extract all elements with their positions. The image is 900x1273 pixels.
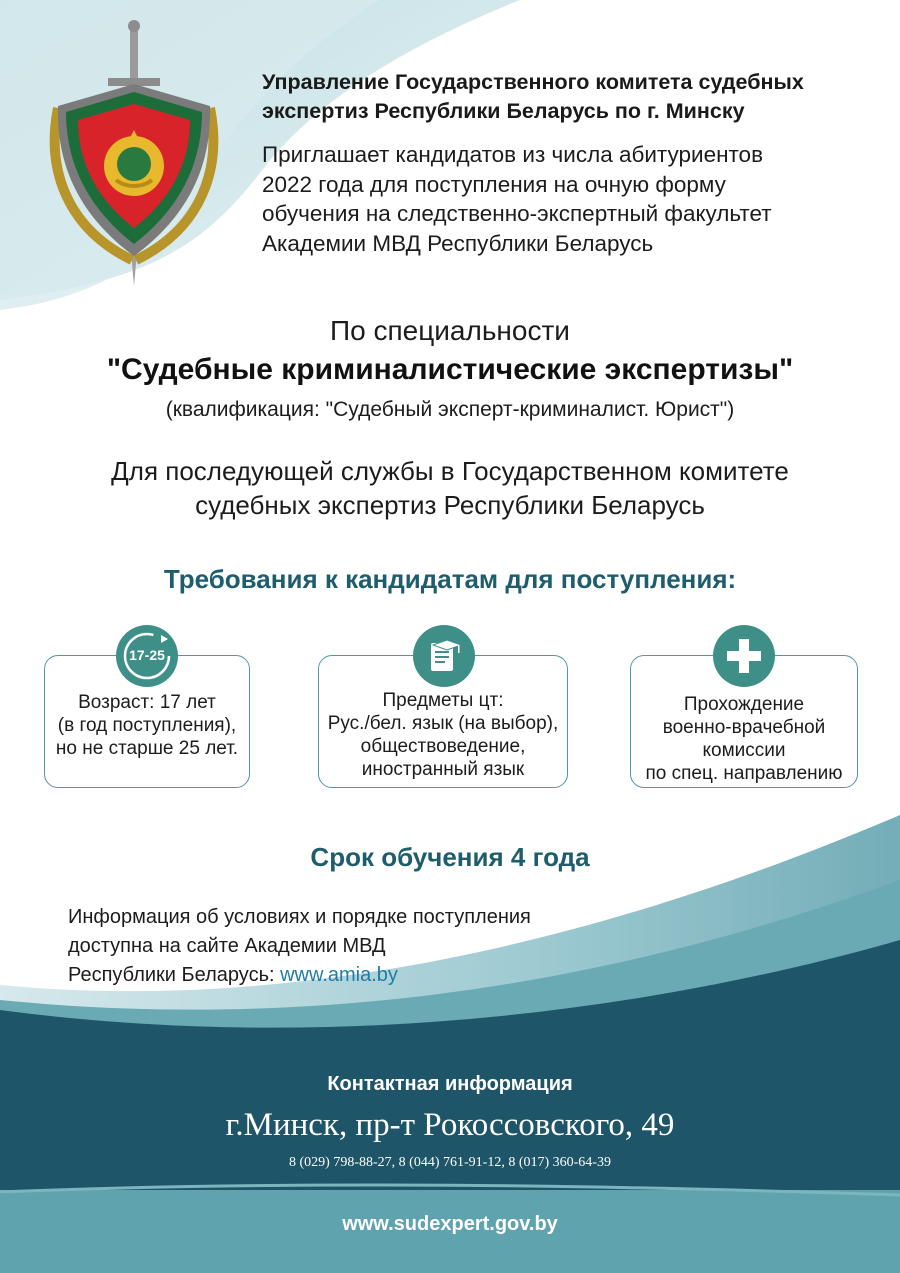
qualification: (квалификация: "Судебный эксперт-криминалист. Юрист") <box>165 398 735 421</box>
document-graduation-cap-icon <box>413 625 475 687</box>
organization-title <box>262 68 882 126</box>
card-line: по спец. направлению <box>645 763 843 784</box>
info-line: доступна на сайте Академии МВД <box>68 935 386 957</box>
organization-title-line: экспертиз Республики Беларусь по г. Минску <box>262 99 745 123</box>
address: г.Минск, пр-т Рокоссовского, 49 <box>225 1107 675 1143</box>
card-line: иностранный язык <box>361 759 525 780</box>
card-line: Прохождение <box>683 694 805 715</box>
phone-numbers: 8 (029) 798-88-27, 8 (044) 761-91-12, 8 (017) 360-64-39 <box>289 1155 611 1170</box>
admission-info <box>68 903 688 990</box>
card-line: Предметы цт: <box>382 690 504 711</box>
service-text <box>40 454 860 522</box>
website-link[interactable]: www.sudexpert.gov.by <box>342 1213 558 1235</box>
card-line: Возраст: 17 лет <box>78 692 216 713</box>
invitation-line: Академии МВД Республики Беларусь <box>262 230 654 256</box>
card-line: Рус./бел. язык (на выбор), <box>327 713 559 734</box>
age-badge-text: 17-25 <box>129 647 165 663</box>
specialty-intro: По специальности <box>330 315 570 346</box>
medical-cross-icon <box>713 625 775 687</box>
card-line: комиссии <box>702 740 786 761</box>
info-line <box>68 961 688 990</box>
info-line: Информация об условиях и порядке поступления <box>68 906 531 928</box>
specialty-name: "Судебные криминалистические экспертизы" <box>106 353 794 386</box>
card-line: (в год поступления), <box>57 715 237 736</box>
contact-title: Контактная информация <box>327 1073 573 1095</box>
academy-link[interactable]: www.amia.by <box>280 964 398 986</box>
service-line: судебных экспертиз Республики Беларусь <box>195 490 705 520</box>
study-duration: Срок обучения 4 года <box>310 842 590 872</box>
requirements-title: Требования к кандидатам для поступления: <box>163 564 737 594</box>
invitation-line: Приглашает кандидатов из числа абитуриентов <box>262 142 764 167</box>
invitation-line: обучения на следственно-экспертный факультет <box>262 201 772 226</box>
age-cycle-icon <box>116 625 178 687</box>
card-line: обществоведение, <box>360 736 526 757</box>
invitation-text <box>262 140 882 258</box>
emblem-icon <box>36 18 232 290</box>
info-line-prefix: Республики Беларусь: <box>68 964 281 986</box>
invitation-line: 2022 года для поступления на очную форму <box>262 171 726 197</box>
card-line: военно-врачебной <box>662 717 826 738</box>
service-line: Для последующей службы в Государственном комитете <box>111 456 789 486</box>
organization-title-line: Управление Государственного комитета судебных <box>262 70 804 94</box>
card-line: но не старше 25 лет. <box>55 738 239 759</box>
